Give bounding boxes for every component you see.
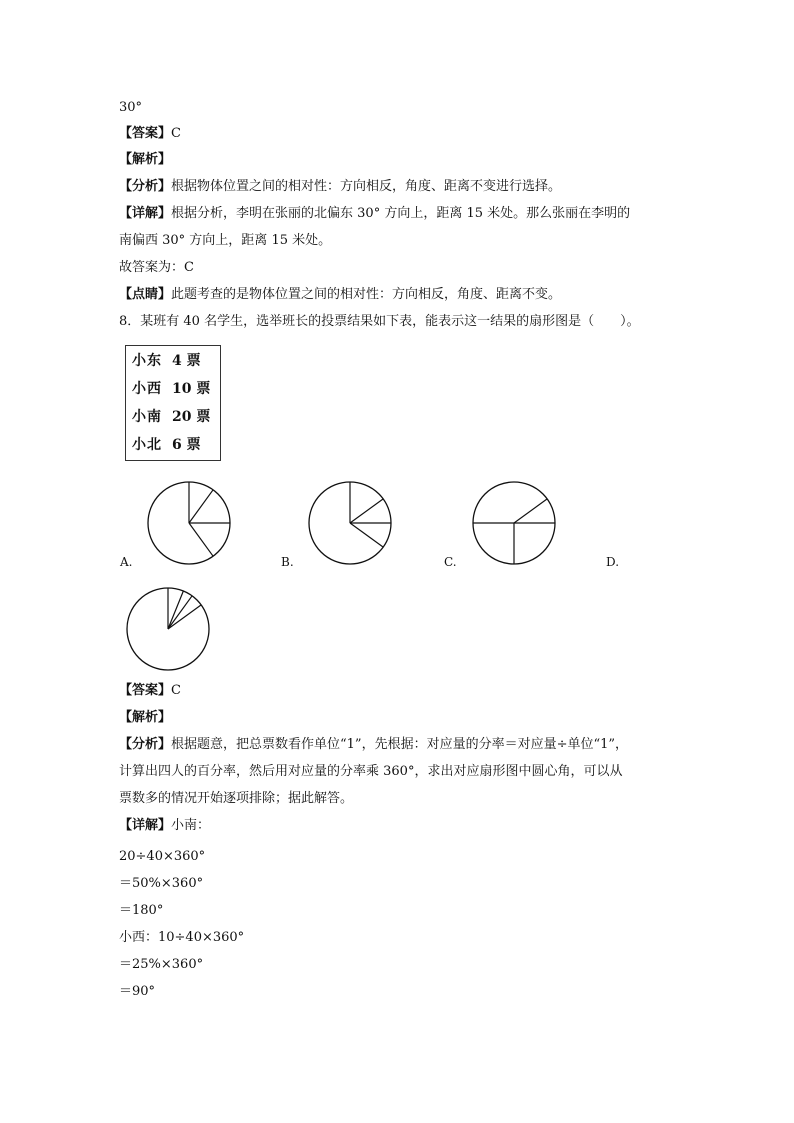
vote-result-table xyxy=(125,345,221,461)
text-line xyxy=(119,681,181,701)
vote-count: 4 票 xyxy=(172,353,201,369)
text-line xyxy=(119,285,561,305)
text-line xyxy=(119,124,181,144)
line-text: 根据物体位置之间的相对性：方向相反，角度、距离不变进行选择。 xyxy=(171,179,562,194)
line-text: 小西：10÷40×360° xyxy=(119,930,245,945)
text-line xyxy=(119,231,331,251)
text-line xyxy=(119,982,155,1002)
pie-option-c xyxy=(469,478,559,568)
text-line xyxy=(119,901,163,921)
line-text: 票数多的情况开始逐项排除；据此解答。 xyxy=(119,791,354,806)
section-tag: 【分析】 xyxy=(119,737,172,752)
vote-count: 6 票 xyxy=(172,437,201,453)
option-b-label: B. xyxy=(281,555,294,569)
text-line xyxy=(119,816,210,836)
text-line xyxy=(119,928,244,948)
vote-count: 20 票 xyxy=(172,409,211,425)
line-text: C xyxy=(171,683,181,698)
text-line xyxy=(119,150,171,170)
section-tag: 【点睛】 xyxy=(119,287,172,302)
line-text: 故答案为：C xyxy=(119,260,194,275)
line-text: 8．某班有 40 名学生，选举班长的投票结果如下表，能表示这一结果的扇形图是（ ）。 xyxy=(119,314,640,329)
line-text: ＝90° xyxy=(119,984,156,999)
vote-row xyxy=(132,406,210,426)
text-line xyxy=(119,762,622,782)
option-a-label: A. xyxy=(120,555,133,569)
line-text: 20÷40×360° xyxy=(119,849,206,864)
section-tag: 【答案】 xyxy=(119,126,172,141)
text-line xyxy=(119,177,561,197)
text-line xyxy=(119,708,171,728)
line-text: 计算出四人的百分率，然后用对应量的分率乘 360°，求出对应扇形图中圆心角，可以从 xyxy=(119,764,623,779)
text-line xyxy=(119,847,205,867)
text-line xyxy=(119,874,203,894)
line-text: ＝180° xyxy=(119,903,164,918)
line-text: 小南： xyxy=(171,818,211,833)
line-text: 此题考查的是物体位置之间的相对性：方向相反，角度、距离不变。 xyxy=(171,287,562,302)
pie-option-a xyxy=(144,478,234,568)
line-text: C xyxy=(171,126,181,141)
section-tag: 【详解】 xyxy=(119,818,172,833)
section-tag: 【解析】 xyxy=(119,710,172,725)
line-text: 根据分析，李明在张丽的北偏东 30° 方向上，距离 15 米处。那么张丽在李明的 xyxy=(171,206,631,221)
text-line xyxy=(119,735,628,755)
pie-option-d xyxy=(123,584,213,674)
option-c-label: C. xyxy=(444,555,457,569)
candidate-name: 小西 xyxy=(132,381,162,397)
text-line xyxy=(119,258,194,278)
option-d-label: D. xyxy=(606,555,620,569)
vote-count: 10 票 xyxy=(172,381,211,397)
line-text: ＝25%×360° xyxy=(119,957,204,972)
line-text: 南偏西 30° 方向上，距离 15 米处。 xyxy=(119,233,332,248)
text-line xyxy=(119,789,353,809)
section-tag: 【解析】 xyxy=(119,152,172,167)
section-tag: 【详解】 xyxy=(119,206,172,221)
text-line xyxy=(119,98,142,118)
vote-row xyxy=(132,434,201,454)
text-line xyxy=(119,312,640,332)
candidate-name: 小东 xyxy=(132,353,162,369)
candidate-name: 小南 xyxy=(132,409,162,425)
pie-option-b xyxy=(305,478,395,568)
candidate-name: 小北 xyxy=(132,437,162,453)
line-text: 30° xyxy=(119,100,143,115)
vote-row xyxy=(132,378,210,398)
section-tag: 【答案】 xyxy=(119,683,172,698)
vote-row xyxy=(132,350,201,370)
line-text: ＝50%×360° xyxy=(119,876,204,891)
line-text: 根据题意，把总票数看作单位“1”，先根据：对应量的分率＝对应量÷单位“1”， xyxy=(171,737,629,752)
text-line xyxy=(119,955,203,975)
section-tag: 【分析】 xyxy=(119,179,172,194)
text-line xyxy=(119,204,630,224)
